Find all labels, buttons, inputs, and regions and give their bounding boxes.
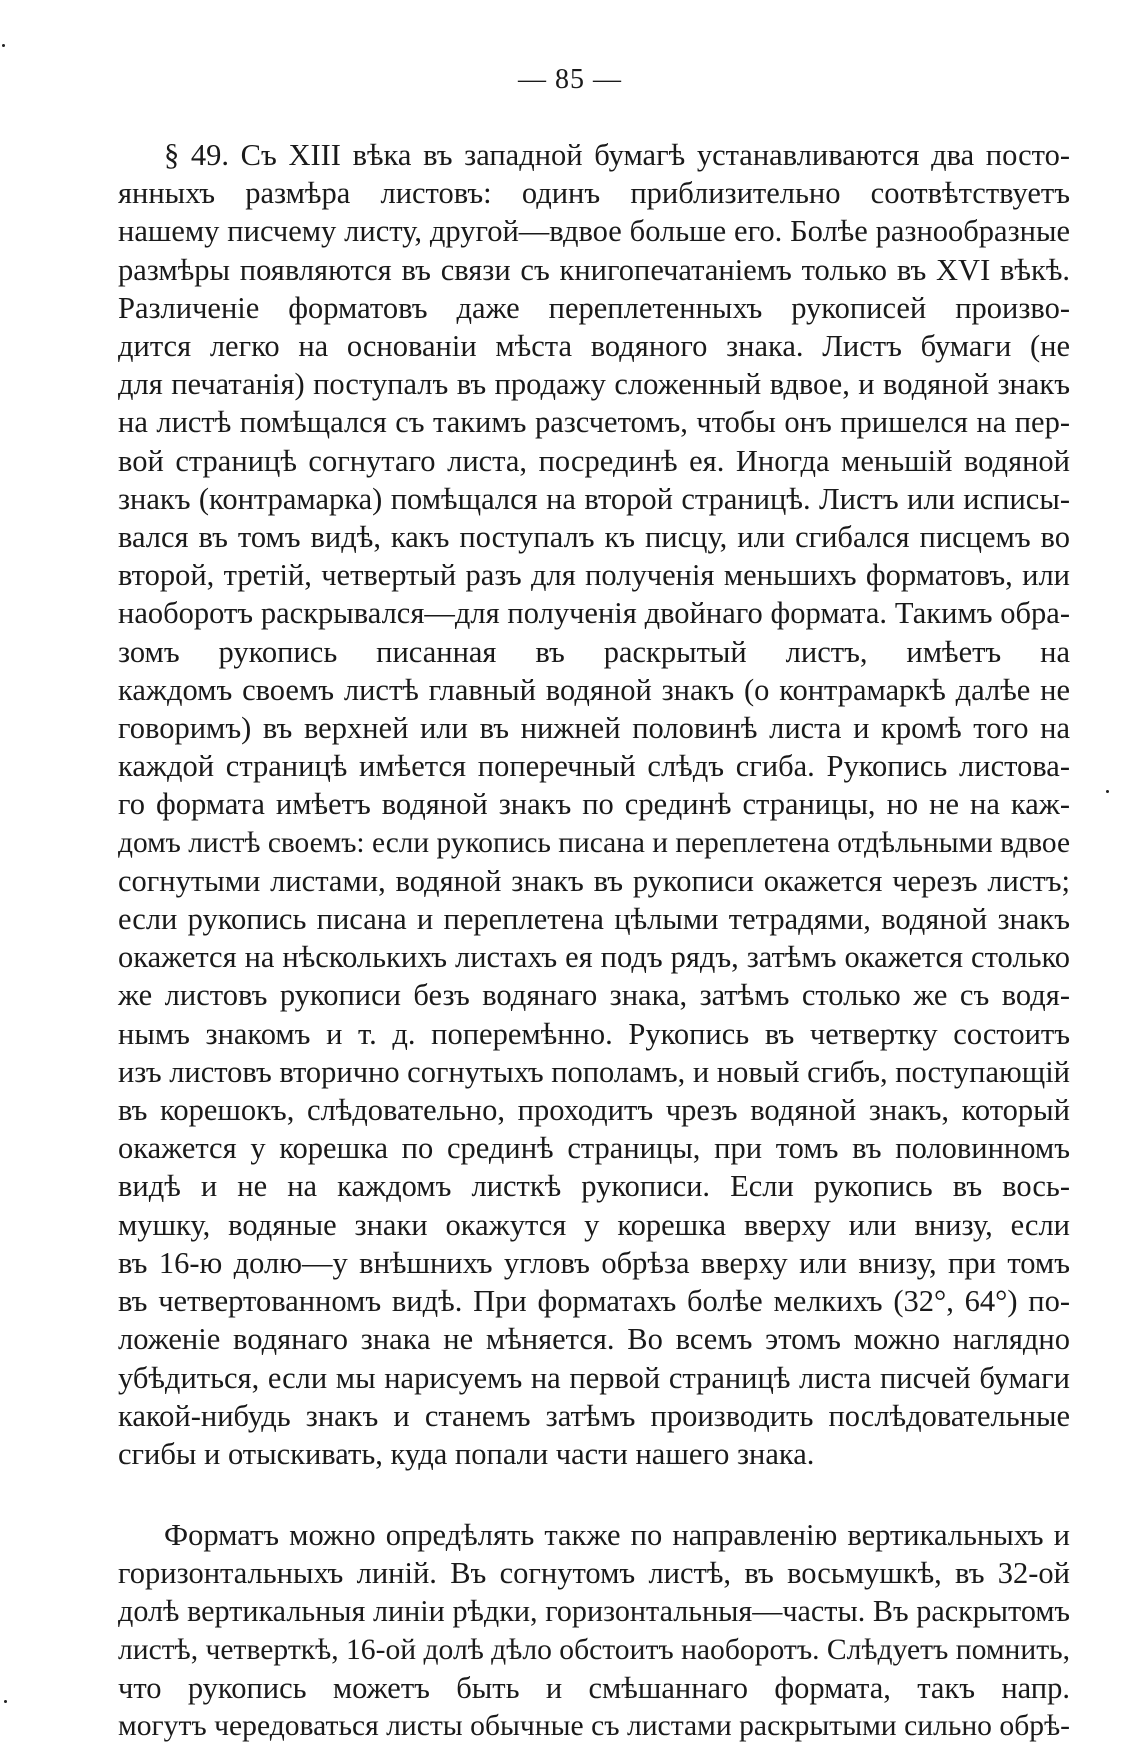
text-line: изъ листовъ вторично согнутыхъ пополамъ, и новый сгибъ, поступающій	[118, 1054, 1070, 1089]
text-line: сгибы и отыскивать, куда попали части нашего знака.	[118, 1436, 815, 1471]
text-line: горизонтальныхъ линій. Въ согнутомъ листѣ, въ восьмушкѣ, въ 32-ой	[118, 1556, 1070, 1591]
text-line: для печатанія) поступалъ въ продажу сложенный вдвое, и водяной знакъ	[118, 367, 1070, 402]
text-line: зомъ рукопись писанная въ раскрытый листъ, имѣетъ на	[118, 634, 1070, 669]
text-line: каждомъ своемъ листѣ главный водяной знакъ (о контрамаркѣ далѣе не	[118, 672, 1070, 707]
text-line: на листѣ помѣщался съ такимъ разсчетомъ, чтобы онъ пришелся на пер-	[118, 405, 1070, 440]
text-line: Форматъ можно опредѣлять также по направленію вертикальныхъ и	[164, 1518, 1070, 1552]
text-line: вался въ томъ видѣ, какъ поступалъ къ писцу, или сгибался писцемъ во	[118, 520, 1070, 555]
text-line: нашему писчему листу, другой—вдвое больше его. Болѣе разнообразные	[118, 214, 1070, 249]
text-line: второй, третій, четвертый разъ для полученія меньшихъ форматовъ, или	[118, 558, 1070, 593]
page-number: — 85 —	[518, 64, 622, 95]
text-line: знакъ (контрамарка) помѣщался на второй страницѣ. Листъ или исписы-	[118, 481, 1070, 516]
text-line: наоборотъ раскрывался—для полученія двойнаго формата. Такимъ обра-	[118, 596, 1070, 631]
text-line: дится легко на основаніи мѣста водяного знака. Листъ бумаги (не	[118, 329, 1070, 364]
text-line: что рукопись можетъ быть и смѣшаннаго формата, такъ напр.	[118, 1670, 1070, 1705]
text-line: же листовъ рукописи безъ водянаго знака, затѣмъ столько же съ водя-	[118, 978, 1070, 1013]
text-line: Различеніе форматовъ даже переплетенныхъ рукописей произво-	[118, 290, 1070, 325]
text-line: го формата имѣетъ водяной знакъ по срединѣ страницы, но не на каж-	[118, 787, 1070, 822]
text-line: видѣ и не на каждомъ листкѣ рукописи. Если рукопись въ вось-	[118, 1169, 1070, 1204]
text-line: янныхъ размѣра листовъ: одинъ приблизительно соотвѣтствуетъ	[118, 176, 1070, 211]
text-line: въ четвертованномъ видѣ. При форматахъ болѣе мелкихъ (32°, 64°) по-	[118, 1284, 1070, 1319]
text-line: говоримъ) въ верхней или въ нижней половинѣ листа и кромѣ того на	[118, 711, 1070, 746]
text-line: въ корешокъ, слѣдовательно, проходитъ чрезъ водяной знакъ, который	[118, 1093, 1070, 1128]
text-line: могутъ чередоваться листы обычные съ листами раскрытыми сильно обрѣ-	[118, 1710, 1070, 1743]
paragraph-section-49	[118, 136, 1070, 1473]
text-line: мушку, водяные знаки окажутся у корешка вверху или внизу, если	[118, 1207, 1070, 1242]
text-line: согнутыми листами, водяной знакъ въ рукописи окажется черезъ листъ;	[118, 863, 1070, 898]
paragraph-format	[118, 1516, 1070, 1745]
text-line: окажется на нѣсколькихъ листахъ ея подъ рядъ, затѣмъ окажется столько	[118, 940, 1070, 975]
text-line: въ 16-ю долю—у внѣшнихъ угловъ обрѣза вверху или внизу, при томъ	[118, 1245, 1070, 1280]
text-line: если рукопись писана и переплетена цѣлыми тетрадями, водяной знакъ	[118, 902, 1070, 937]
text-line: каждой страницѣ имѣется поперечный слѣдъ сгиба. Рукопись листова-	[118, 749, 1070, 784]
text-line: домъ листѣ своемъ: если рукопись писана и переплетена отдѣльными вдвое	[118, 826, 1070, 859]
scan-speck	[4, 1700, 7, 1703]
text-line: какой-нибудь знакъ и станемъ затѣмъ производить послѣдовательные	[118, 1398, 1070, 1433]
text-line: листѣ, четверткѣ, 16-ой долѣ дѣло обстоитъ наоборотъ. Слѣдуетъ помнить,	[118, 1633, 1071, 1666]
text-line: размѣры появляются въ связи съ книгопечатаніемъ только въ XVI вѣкѣ.	[118, 252, 1070, 287]
text-line: долѣ вертикальныя линіи рѣдки, горизонтальныя—часты. Въ раскрытомъ	[118, 1594, 1070, 1629]
scan-speck	[1106, 790, 1109, 793]
text-line: окажется у корешка по срединѣ страницы, при томъ въ половинномъ	[118, 1131, 1070, 1166]
text-line: вой страницѣ согнутаго листа, посрединѣ ея. Иногда меньшій водяной	[118, 443, 1070, 478]
scan-speck	[2, 44, 5, 47]
text-line: убѣдиться, если мы нарисуемъ на первой страницѣ листа писчей бумаги	[118, 1360, 1070, 1395]
text-line: нымъ знакомъ и т. д. поперемѣнно. Рукопись въ четвертку состоитъ	[118, 1016, 1070, 1051]
text-line: ложеніе водянаго знака не мѣняется. Во всемъ этомъ можно наглядно	[118, 1322, 1070, 1357]
text-line: § 49. Съ XIII вѣка въ западной бумагѣ устанавливаются два посто-	[164, 138, 1070, 172]
